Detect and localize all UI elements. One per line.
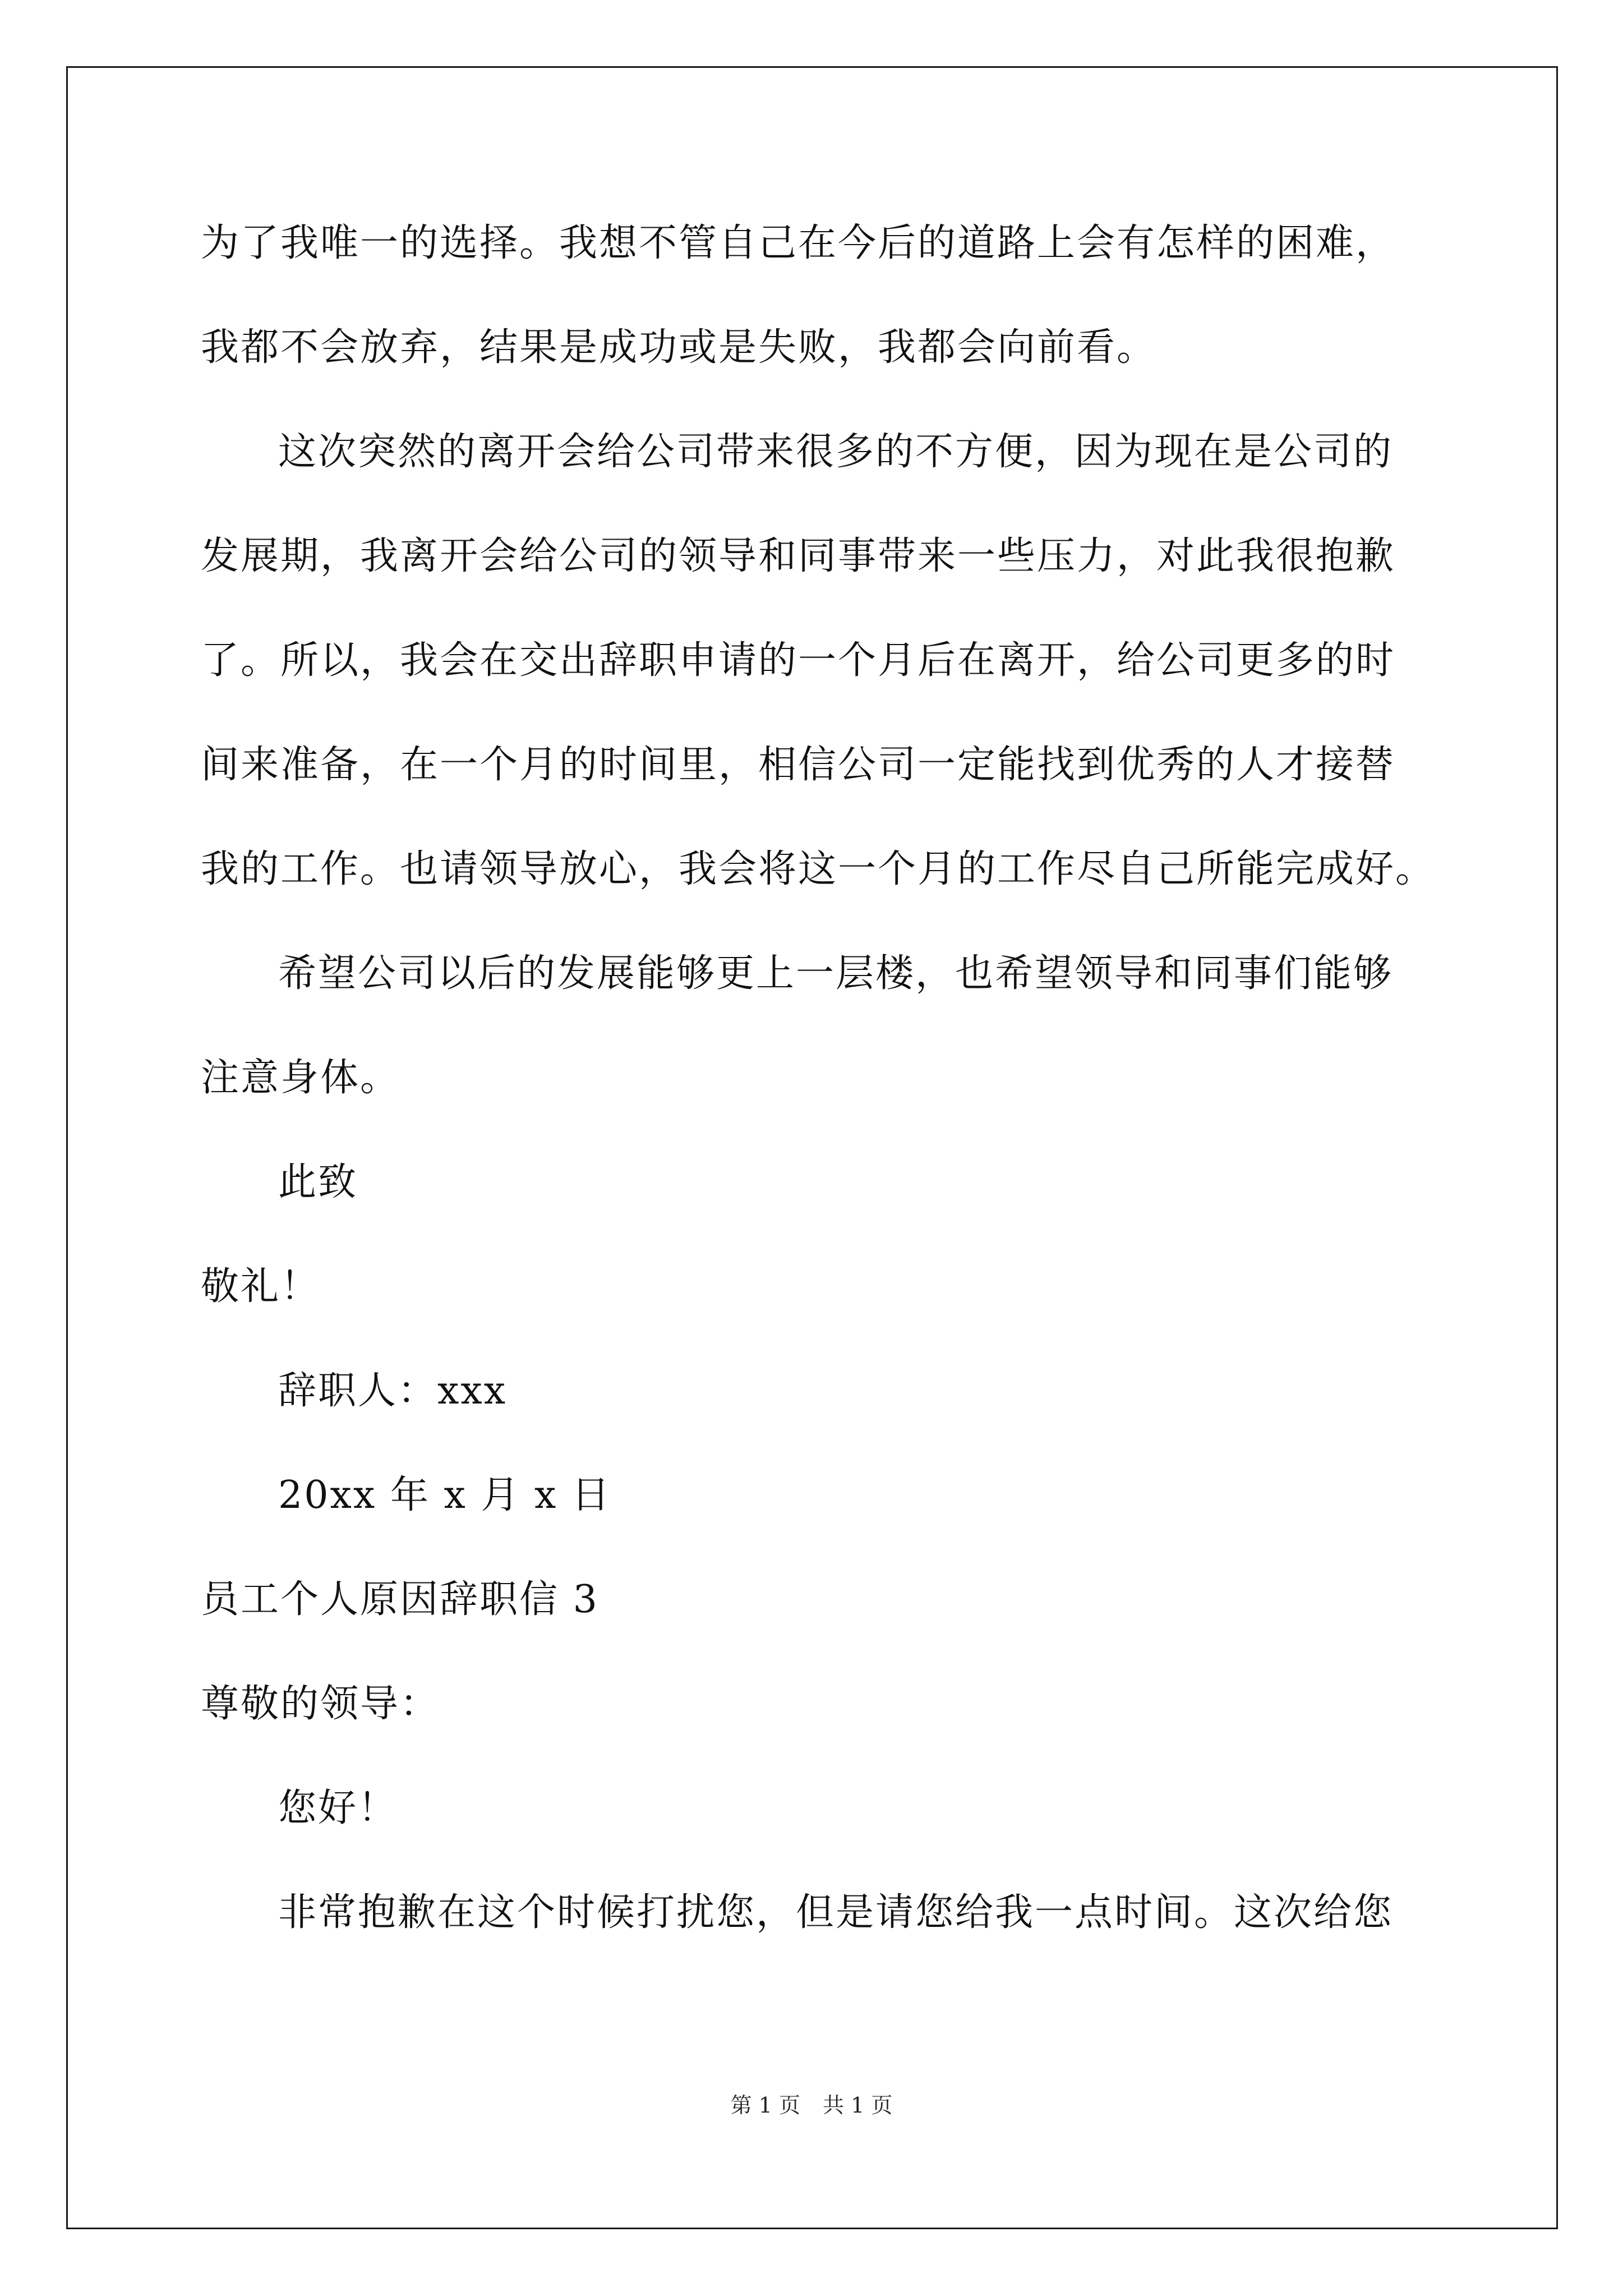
paragraph-line: 这次突然的离开会给公司带来很多的不方便，因为现在是公司的 xyxy=(278,430,1394,474)
section-heading: 员工个人原因辞职信 3 xyxy=(201,1577,599,1622)
closing-salutation: 此致 xyxy=(278,1160,358,1204)
page-number-total: 共 1 页 xyxy=(823,2093,893,2118)
paragraph-line: 非常抱歉在这个时候打扰您，但是请您给我一点时间。这次给您 xyxy=(278,1890,1394,1935)
date-line: 20xx 年 x 月 x 日 xyxy=(278,1473,612,1517)
paragraph-line: 我的工作。也请领导放心，我会将这一个月的工作尽自己所能完成好。 xyxy=(201,847,1436,891)
greeting-recipient: 尊敬的领导： xyxy=(201,1682,440,1726)
paragraph-line: 间来准备，在一个月的时间里，相信公司一定能找到优秀的人才接替 xyxy=(201,743,1396,787)
signature-line: 辞职人：xxx xyxy=(278,1369,508,1413)
page-number-current: 第 1 页 xyxy=(730,2093,800,2118)
document-body xyxy=(201,221,1446,1998)
closing-regards: 敬礼！ xyxy=(201,1264,321,1309)
paragraph-line: 发展期，我离开会给公司的领导和同事带来一些压力，对此我很抱歉 xyxy=(201,534,1396,578)
paragraph-line: 了。所以，我会在交出辞职申请的一个月后在离开，给公司更多的时 xyxy=(201,638,1396,683)
paragraph-line: 注意身体。 xyxy=(201,1056,400,1100)
paragraph-line: 我都不会放弃，结果是成功或是失败，我都会向前看。 xyxy=(201,325,1157,370)
paragraph-line: 为了我唯一的选择。我想不管自己在今后的道路上会有怎样的困难， xyxy=(201,221,1396,265)
paragraph-line: 希望公司以后的发展能够更上一层楼，也希望领导和同事们能够 xyxy=(278,951,1394,996)
greeting: 您好！ xyxy=(278,1786,398,1830)
page-footer xyxy=(0,2088,1623,2119)
